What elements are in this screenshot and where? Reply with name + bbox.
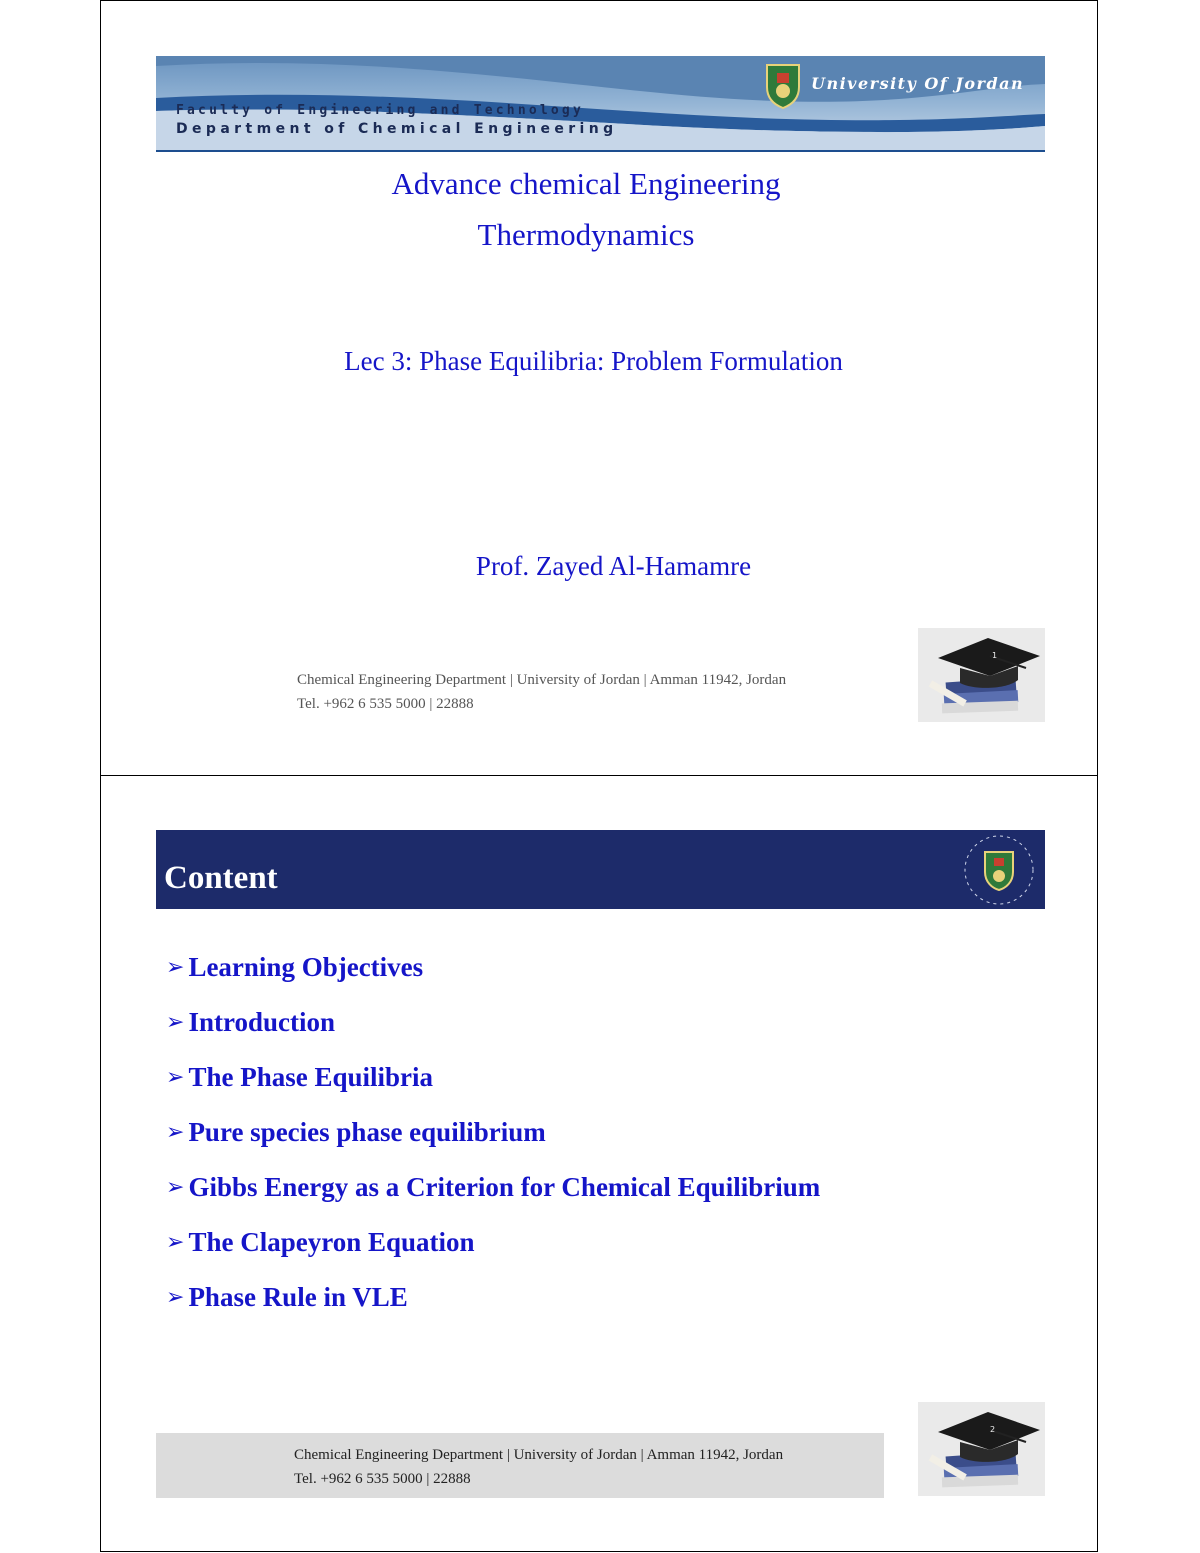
page-number: 1 bbox=[992, 651, 998, 660]
department-name: Department of Chemical Engineering bbox=[176, 121, 618, 137]
list-item-label: The Clapeyron Equation bbox=[188, 1227, 475, 1257]
university-crest-icon bbox=[763, 61, 803, 109]
slide-2 bbox=[100, 775, 1098, 1552]
content-header-bar bbox=[156, 830, 1045, 909]
footer-line-2: Tel. +962 6 535 5000 | 22888 bbox=[294, 1471, 471, 1487]
list-item-label: The Phase Equilibria bbox=[188, 1062, 433, 1092]
arrow-bullet-icon: ➢ bbox=[166, 1175, 185, 1200]
page-number: 2 bbox=[990, 1425, 996, 1434]
arrow-bullet-icon: ➢ bbox=[166, 1285, 185, 1310]
lecture-title: Lec 3: Phase Equilibria: Problem Formulation bbox=[344, 346, 843, 376]
footer-line-1: Chemical Engineering Department | University of Jordan | Amman 11942, Jordan bbox=[294, 1447, 784, 1463]
content-list bbox=[166, 952, 820, 1337]
footer-line-1: Chemical Engineering Department | University of Jordan | Amman 11942, Jordan bbox=[297, 672, 787, 688]
slide-1 bbox=[100, 0, 1098, 776]
arrow-bullet-icon: ➢ bbox=[166, 1230, 185, 1255]
arrow-bullet-icon: ➢ bbox=[166, 1120, 185, 1145]
footer-address bbox=[294, 1443, 783, 1491]
list-item bbox=[166, 1007, 820, 1062]
footer-line-2: Tel. +962 6 535 5000 | 22888 bbox=[297, 696, 474, 712]
course-title-line-1: Advance chemical Engineering bbox=[391, 166, 781, 201]
list-item-label: Introduction bbox=[188, 1007, 335, 1037]
content-heading: Content bbox=[164, 860, 278, 896]
list-item bbox=[166, 1282, 820, 1337]
list-item-label: Pure species phase equilibrium bbox=[188, 1117, 546, 1147]
faculty-name: Faculty of Engineering and Technology bbox=[176, 103, 584, 118]
footer-address bbox=[297, 668, 786, 716]
arrow-bullet-icon: ➢ bbox=[166, 955, 185, 980]
list-item bbox=[166, 1062, 820, 1117]
arrow-bullet-icon: ➢ bbox=[166, 1065, 185, 1090]
graduation-cap-icon bbox=[918, 628, 1045, 722]
graduation-cap-icon bbox=[918, 1402, 1045, 1496]
list-item-label: Learning Objectives bbox=[188, 952, 424, 982]
university-banner bbox=[156, 56, 1045, 152]
course-title-line-2: Thermodynamics bbox=[477, 217, 695, 252]
list-item bbox=[166, 1117, 820, 1172]
list-item-label: Gibbs Energy as a Criterion for Chemical Equilibrium bbox=[188, 1172, 821, 1202]
professor-name: Prof. Zayed Al-Hamamre bbox=[475, 551, 752, 581]
list-item bbox=[166, 1172, 820, 1227]
university-seal-icon bbox=[953, 830, 1045, 909]
arrow-bullet-icon: ➢ bbox=[166, 1010, 185, 1035]
list-item bbox=[166, 1227, 820, 1282]
list-item bbox=[166, 952, 820, 1007]
university-name: University Of Jordan bbox=[811, 74, 1025, 93]
list-item-label: Phase Rule in VLE bbox=[188, 1282, 408, 1312]
